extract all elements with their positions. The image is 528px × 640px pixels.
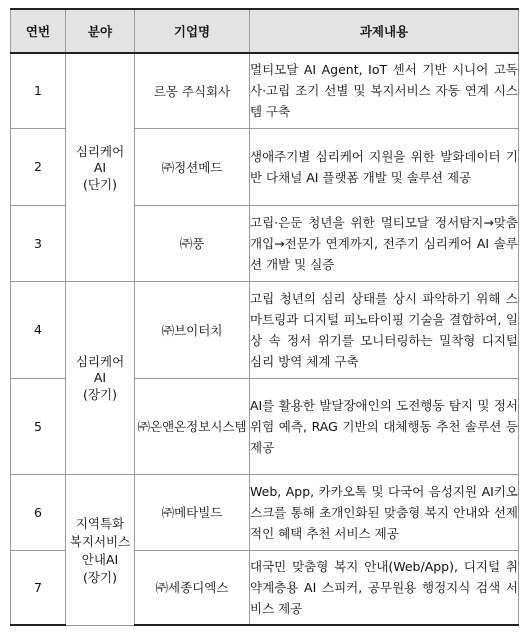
- company-name: ㈜풍: [135, 205, 250, 281]
- row-no: 4: [11, 281, 66, 378]
- field-line: 안내AI: [81, 551, 119, 567]
- field-line: 심리케어: [75, 143, 125, 159]
- table-row: [11, 53, 519, 128]
- project-content: 생애주기별 심리케어 지원을 위한 발화데이터 기반 다채널 AI 플랫폼 개발 및 솔루션 제공: [250, 128, 519, 205]
- project-content: 고립·은둔 청년을 위한 멀티모달 정서탐지→맞춤 개입→전문가 연계까지, 전주기 심리케어 AI 솔루션 개발 및 실증: [250, 205, 519, 281]
- table-row: [11, 281, 519, 378]
- row-no: 3: [11, 205, 66, 281]
- header-row: [11, 9, 519, 53]
- row-no: 5: [11, 378, 66, 474]
- company-name: ㈜정션메드: [135, 128, 250, 205]
- header-content: 과제내용: [250, 9, 519, 53]
- field-line: (장기): [83, 569, 117, 585]
- project-content: 멀티모달 AI Agent, IoT 센서 기반 시니어 고독사·고립 조기 선별 및 복지서비스 자동 연계 시스템 구축: [250, 53, 519, 128]
- project-content: AI를 활용한 발달장애인의 도전행동 탐지 및 정서위험 예측, RAG 기반의 대체행동 추천 솔루션 등 제공: [250, 378, 519, 474]
- field-line: 복지서비스: [69, 533, 131, 549]
- header-no: 연번: [11, 9, 66, 53]
- row-no: 7: [11, 550, 66, 625]
- field-cell: [66, 53, 135, 281]
- field-cell: [66, 281, 135, 474]
- field-cell: [66, 474, 135, 625]
- project-content: 대국민 맞춤형 복지 안내(Web/App), 디지털 취약계층용 AI 스피커, 공무원용 행정지식 검색 서비스 제공: [250, 550, 519, 625]
- field-line: (장기): [83, 387, 117, 402]
- company-name: ㈜브이터치: [135, 281, 250, 378]
- header-field: 분야: [66, 9, 135, 53]
- project-content: 고립 청년의 심리 상태를 상시 파악하기 위해 스마트링과 디지털 피노타이핑 기술을 결합하여, 일상 속 정서 위기를 모니터링하는 밀착형 디지털 심리 방역 체계 구축: [250, 281, 519, 378]
- row-no: 6: [11, 474, 66, 550]
- row-no: 1: [11, 53, 66, 128]
- project-content: Web, App, 카카오톡 및 다국어 음성지원 AI키오스크를 통해 초개인화된 맞춤형 복지 안내와 선제적인 혜택 추천 서비스 제공: [250, 474, 519, 550]
- company-name: ㈜세종디엑스: [135, 550, 250, 625]
- header-company: 기업명: [135, 9, 250, 53]
- field-line: AI: [93, 159, 107, 175]
- company-name: 르몽 주식회사: [135, 53, 250, 128]
- field-line: (단기): [83, 176, 117, 192]
- row-no: 2: [11, 128, 66, 205]
- field-line: 지역특화: [75, 515, 125, 531]
- project-table: [10, 8, 519, 626]
- table-row: [11, 474, 519, 550]
- company-name: ㈜온앤온정보시스템: [135, 378, 250, 474]
- company-name: ㈜메타빌드: [135, 474, 250, 550]
- field-line: AI: [93, 370, 107, 385]
- field-line: 심리케어: [75, 354, 125, 369]
